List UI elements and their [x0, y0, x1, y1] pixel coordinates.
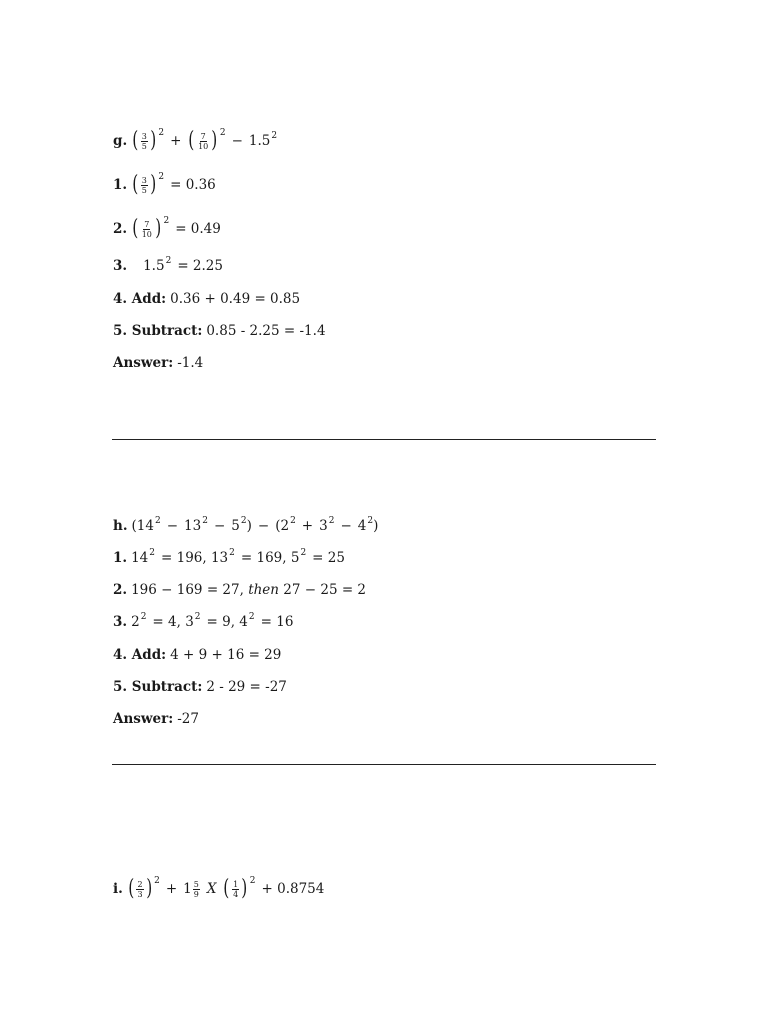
- exponent: 2: [163, 216, 170, 226]
- problem-h-step-5: [113, 677, 287, 697]
- problem-i-expression: [113, 876, 325, 901]
- mixed-whole: 1: [183, 881, 192, 897]
- minus-sign: −: [231, 133, 243, 149]
- exponent: 2: [154, 516, 161, 526]
- times-sign: X: [206, 881, 217, 897]
- paren-close: ): [145, 876, 152, 901]
- term: = 9, 4: [206, 614, 248, 630]
- problem-i-label: i.: [113, 881, 123, 897]
- answer-label: Answer:: [113, 711, 174, 727]
- step-label: 4. Add:: [113, 647, 167, 663]
- term: 5: [231, 518, 240, 534]
- frac-denominator: 5: [141, 185, 147, 195]
- exponent: 2: [328, 516, 335, 526]
- paren-open: (: [188, 128, 195, 153]
- paren-open: (: [223, 876, 230, 901]
- paren-close: ): [246, 518, 252, 534]
- paren-close: ): [241, 876, 248, 901]
- problem-g-step-3: [113, 256, 223, 276]
- answer-value: -27: [177, 711, 199, 727]
- paren-close: ): [155, 216, 162, 241]
- term: 3: [319, 518, 328, 534]
- step-label: 3.: [113, 614, 128, 630]
- paren-open: (: [132, 216, 139, 241]
- fraction: [141, 220, 153, 239]
- exponent: 2: [367, 516, 374, 526]
- frac-numerator: 7: [144, 219, 150, 229]
- plus-sign: +: [170, 133, 182, 149]
- frac-denominator: 9: [193, 889, 199, 899]
- then-word: then: [248, 582, 279, 598]
- frac-denominator: 3: [137, 889, 143, 899]
- minus-sign: −: [166, 518, 179, 534]
- term: 4: [357, 518, 367, 534]
- frac-denominator: 5: [141, 141, 147, 151]
- problem-g-step-2: [113, 216, 221, 241]
- problem-h-step-3: [113, 612, 293, 632]
- exponent: 2: [154, 876, 160, 886]
- frac-numerator: 7: [200, 131, 206, 141]
- term: = 196, 13: [161, 550, 229, 566]
- exponent: 2: [140, 612, 147, 622]
- base-value: 1.5: [248, 133, 271, 149]
- frac-denominator: 10: [141, 229, 152, 239]
- step-result: = 0.49: [175, 221, 221, 237]
- frac-numerator: 5: [193, 879, 199, 889]
- step-label: 5. Subtract:: [113, 323, 203, 339]
- problem-h-answer: [113, 709, 199, 729]
- exponent: 2: [194, 612, 201, 622]
- term: 2: [280, 518, 290, 534]
- paren-open: (: [128, 876, 135, 901]
- step-result: = 2.25: [177, 258, 223, 274]
- fraction: [197, 132, 209, 151]
- paren-close: ): [150, 128, 157, 153]
- frac-denominator: 4: [233, 889, 239, 899]
- exponent: 2: [165, 256, 172, 266]
- fraction: [141, 132, 148, 151]
- frac-numerator: 2: [137, 879, 143, 889]
- problem-h-label: h.: [113, 518, 128, 534]
- answer-value: -1.4: [177, 355, 204, 371]
- exponent: 2: [249, 876, 256, 886]
- exponent: 2: [240, 516, 247, 526]
- problem-h-step-4: [113, 645, 281, 665]
- minus-sign: −: [213, 518, 226, 534]
- term: 14: [131, 550, 149, 566]
- step-text: 0.36 + 0.49 = 0.85: [170, 291, 301, 307]
- exponent: 2: [158, 128, 165, 138]
- paren-close: ): [373, 518, 379, 534]
- problem-g-label: g.: [113, 133, 128, 149]
- section-divider: [112, 439, 656, 440]
- exponent: 2: [300, 548, 307, 558]
- fraction: [193, 880, 200, 899]
- step-text: 0.85 - 2.25 = -1.4: [206, 323, 326, 339]
- step-label: 5. Subtract:: [113, 679, 203, 695]
- plus-sign: +: [301, 518, 314, 534]
- problem-h-step-1: [113, 548, 345, 568]
- step-label: 2.: [113, 582, 128, 598]
- term: 2: [131, 614, 140, 630]
- minus-sign: −: [340, 518, 352, 534]
- paren-open: (: [275, 518, 281, 534]
- problem-g-step-4: [113, 289, 300, 309]
- problem-g-answer: [113, 353, 203, 373]
- paren-open: (: [132, 128, 139, 153]
- exponent: 2: [271, 131, 278, 141]
- frac-denominator: 10: [198, 141, 209, 151]
- exponent: 2: [149, 548, 156, 558]
- problem-h-expression: [113, 516, 378, 536]
- step-label: 1.: [113, 177, 128, 193]
- fraction: [232, 880, 239, 899]
- step-label: 3.: [113, 258, 128, 274]
- fraction: [136, 880, 143, 899]
- base-value: 1.5: [143, 258, 165, 274]
- paren-close: ): [211, 128, 218, 153]
- tail-term: + 0.8754: [261, 881, 325, 897]
- frac-numerator: 1: [233, 879, 239, 889]
- step-result: = 0.36: [170, 177, 216, 193]
- exponent: 2: [202, 516, 208, 526]
- term: = 16: [260, 614, 294, 630]
- frac-numerator: 3: [141, 131, 147, 141]
- step-text: 27 − 25 = 2: [279, 582, 367, 598]
- term: 13: [184, 518, 202, 534]
- exponent: 2: [219, 128, 226, 138]
- step-label: 1.: [113, 550, 128, 566]
- problem-h-step-2: [113, 580, 366, 600]
- step-text: 196 − 169 = 27,: [131, 582, 249, 598]
- answer-label: Answer:: [113, 355, 174, 371]
- term: 14: [136, 518, 154, 534]
- term: = 169, 5: [240, 550, 300, 566]
- paren-close: ): [150, 172, 157, 197]
- term: = 4, 3: [152, 614, 194, 630]
- problem-g-step-5: [113, 321, 326, 341]
- step-label: 2.: [113, 221, 128, 237]
- plus-sign: +: [165, 881, 178, 897]
- exponent: 2: [229, 548, 235, 558]
- exponent: 2: [248, 612, 255, 622]
- step-text: 4 + 9 + 16 = 29: [170, 647, 282, 663]
- exponent: 2: [158, 172, 165, 182]
- problem-g-step-1: [113, 172, 216, 197]
- minus-sign: −: [257, 518, 270, 534]
- step-text: 2 - 29 = -27: [206, 679, 287, 695]
- term: = 25: [312, 550, 345, 566]
- frac-numerator: 3: [141, 175, 147, 185]
- step-label: 4. Add:: [113, 291, 167, 307]
- section-divider: [112, 764, 656, 765]
- paren-open: (: [131, 518, 137, 534]
- exponent: 2: [290, 516, 296, 526]
- problem-g-expression: [113, 128, 278, 153]
- paren-open: (: [132, 172, 139, 197]
- fraction: [141, 176, 148, 195]
